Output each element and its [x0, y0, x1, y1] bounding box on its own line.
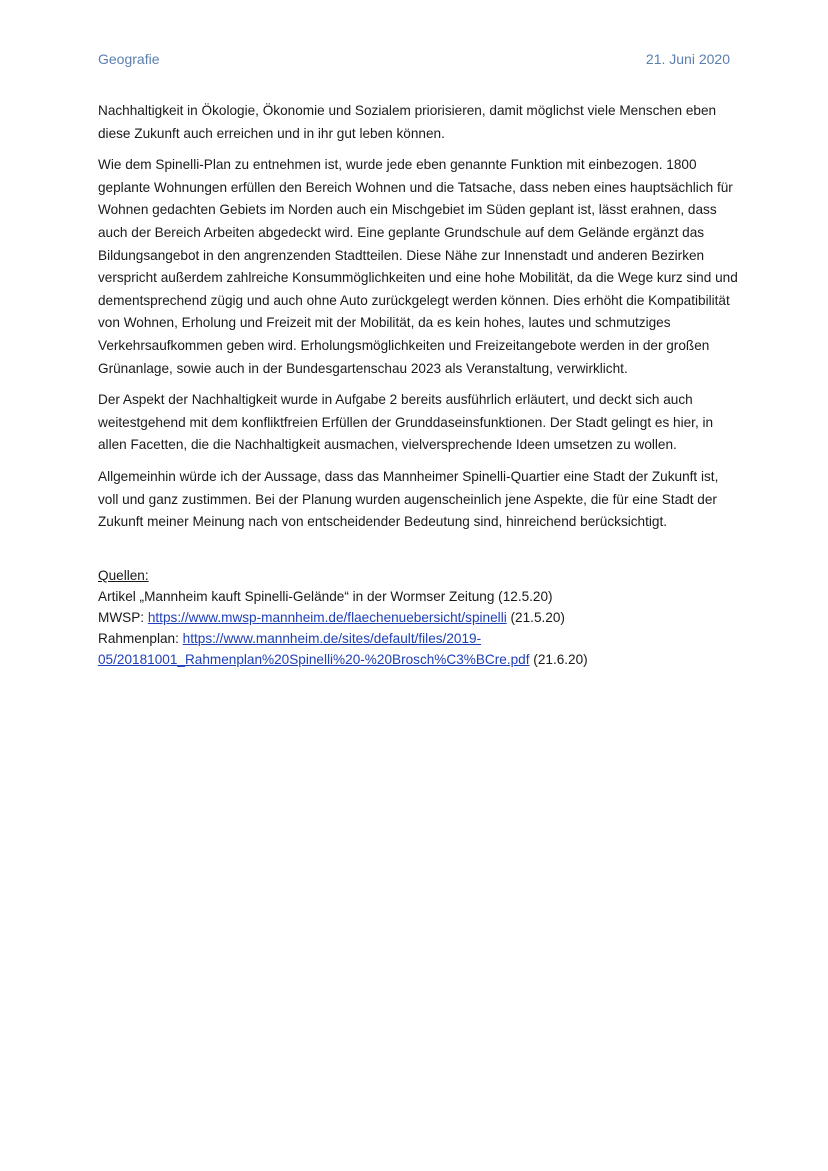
paragraph-4: Allgemeinhin würde ich der Aussage, dass das Mannheimer Spinelli-Quartier eine Stadt der Zukunft ist, voll und ganz zustimmen. Bei der Planung wurden augenscheinlich jene Aspekte, die für eine Stadt der Zukunft meiner Meinung nach von entscheidender Bedeutung sind, hinreichend berücksichtigt.: [98, 468, 719, 530]
source-article-text: Artikel „Mannheim kauft Spinelli-Gelände“ in der Wormser Zeitung (12.5.20): [98, 588, 553, 604]
source-rahmenplan-date: (21.6.20): [529, 651, 588, 667]
source-mwsp-label: MWSP:: [98, 609, 148, 625]
document-body: [98, 100, 738, 670]
source-mwsp-link[interactable]: https://www.mwsp-mannheim.de/flaechenuebersicht/spinelli: [147, 609, 507, 625]
source-item-mwsp: [98, 607, 738, 628]
source-mwsp-date: (21.5.20): [506, 609, 565, 625]
paragraph-2: Wie dem Spinelli-Plan zu entnehmen ist, wurde jede eben genannte Funktion mit einbezogen. 1800 geplante Wohnungen erfüllen den Bereich Wohnen und die Tatsache, dass neben eines hauptsächlich für Wohnen gedachten Gebiets im Norden auch ein Mischgebiet im Süden geplant ist, lässt erahnen, dass auch der Bereich Arbeiten abgedeckt wird. Eine geplante Grundschule auf dem Gelände ergänzt das Bildungsangebot in den angrenzenden Stadtteilen. Diese Nähe zur Innenstadt und anderen Bezirken verspricht außerdem zahlreiche Konsummöglichkeiten und eine hohe Mobilität, da die Wege kurz sind und dementsprechend zügig und auch ohne Auto zurückgelegt werden können. Dies erhöht die Kompatibilität von Wohnen, Erholung und Freizeit mit der Mobilität, da es kein hohes, lautes und schmutziges Verkehrsaufkommen geben wird. Erholungsmöglichkeiten und Freizeitangebote werden in der großen Grünanlage, sowie auch in der Bundesgartenschau 2023 als Veranstaltung, verwirklicht.: [98, 157, 738, 376]
page-header: [98, 51, 730, 67]
source-rahmenplan-label: Rahmenplan:: [98, 630, 183, 646]
source-item-article: [98, 586, 738, 607]
sources-title: Quellen:: [98, 567, 149, 583]
paragraph-1: Nachhaltigkeit in Ökologie, Ökonomie und Sozialem priorisieren, damit möglichst viele Menschen eben diese Zukunft auch erreichen und in ihr gut leben können.: [98, 103, 717, 141]
header-date: 21. Juni 2020: [645, 51, 730, 67]
paragraph-3: Der Aspekt der Nachhaltigkeit wurde in Aufgabe 2 bereits ausführlich erläutert, und deckt sich auch weitestgehend mit dem konfliktfreien Erfüllen der Grunddaseinsfunktionen. Der Stadt gelingt es hier, in allen Facetten, die die Nachhaltigkeit ausmachen, vielversprechende Ideen umsetzen zu wollen.: [98, 392, 714, 453]
header-subject: Geografie: [98, 51, 160, 67]
source-rahmenplan-link[interactable]: https://www.mannheim.de/sites/default/files/2019-05/20181001_Rahmenplan%20Spinelli%20-%20Brosch%C3%BCre.pdf: [98, 630, 530, 667]
source-item-rahmenplan: [98, 628, 738, 670]
sources-section: [98, 565, 738, 670]
